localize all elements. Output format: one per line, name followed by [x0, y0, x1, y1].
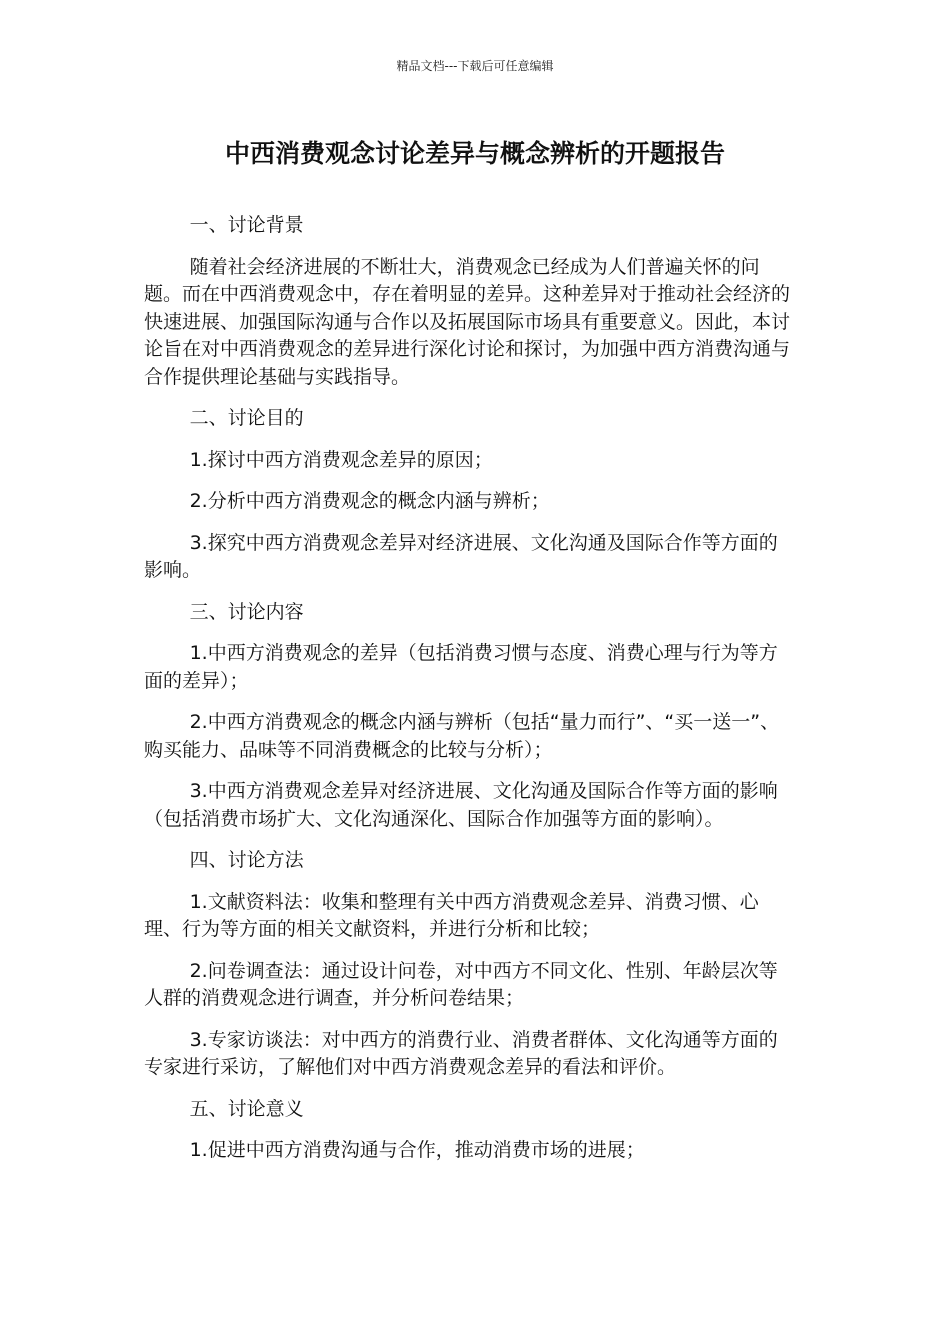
section-heading-purpose: 二、讨论目的 — [189, 407, 304, 429]
list-item-significance-1: 1.促进中西方消费沟通与合作，推动消费市场的进展； — [189, 1139, 645, 1161]
list-item-purpose-2: 2.分析中西方消费观念的概念内涵与辨析； — [189, 490, 550, 512]
section-heading-content: 三、讨论内容 — [189, 600, 304, 623]
header-note: 精品文档---下载后可任意编辑 — [396, 59, 554, 73]
document-body — [144, 212, 792, 1179]
document-title: 中西消费观念讨论差异与概念辨析的开题报告 — [224, 139, 725, 168]
list-item-content-1: 1.中西方消费观念的差异（包括消费习惯与态度、消费心理与行为等方面的差异）； — [144, 642, 778, 692]
list-item-method-3: 3.专家访谈法：对中西方的消费行业、消费者群体、文化沟通等方面的专家进行采访，了解他们对中西方消费观念差异的看法和评价。 — [144, 1028, 778, 1078]
section-heading-background: 一、讨论背景 — [189, 214, 304, 236]
list-item-purpose-1: 1.探讨中西方消费观念差异的原因； — [189, 448, 493, 471]
list-item-method-1: 1.文献资料法：收集和整理有关中西方消费观念差异、消费习惯、心理、行为等方面的相关文献资料，并进行分析和比较； — [144, 890, 759, 940]
paragraph-background: 随着社会经济进展的不断壮大，消费观念已经成为人们普遍关怀的问题。而在中西消费观念中，存在着明显的差异。这种差异对于推动社会经济的快速进展、加强国际沟通与合作以及拓展国际市场具有重要意义。因此，本讨论旨在对中西消费观念的差异进行深化讨论和探讨，为加强中西方消费沟通与合作提供理论基础与实践指导。 — [144, 255, 791, 388]
list-item-purpose-3: 3.探究中西方消费观念差异对经济进展、文化沟通及国际合作等方面的影响。 — [144, 531, 778, 581]
list-item-method-2: 2.问卷调查法：通过设计问卷，对中西方不同文化、性别、年龄层次等人群的消费观念进行调查，并分析问卷结果； — [144, 959, 778, 1009]
section-heading-methods: 四、讨论方法 — [189, 849, 304, 871]
list-item-content-2: 2.中西方消费观念的概念内涵与辨析（包括“量力而行”、“买一送一”、购买能力、品味等不同消费概念的比较与分析）； — [144, 711, 780, 761]
list-item-content-3: 3.中西方消费观念差异对经济进展、文化沟通及国际合作等方面的影响（包括消费市场扩大、文化沟通深化、国际合作加强等方面的影响）。 — [144, 780, 778, 830]
section-heading-significance: 五、讨论意义 — [189, 1097, 304, 1120]
